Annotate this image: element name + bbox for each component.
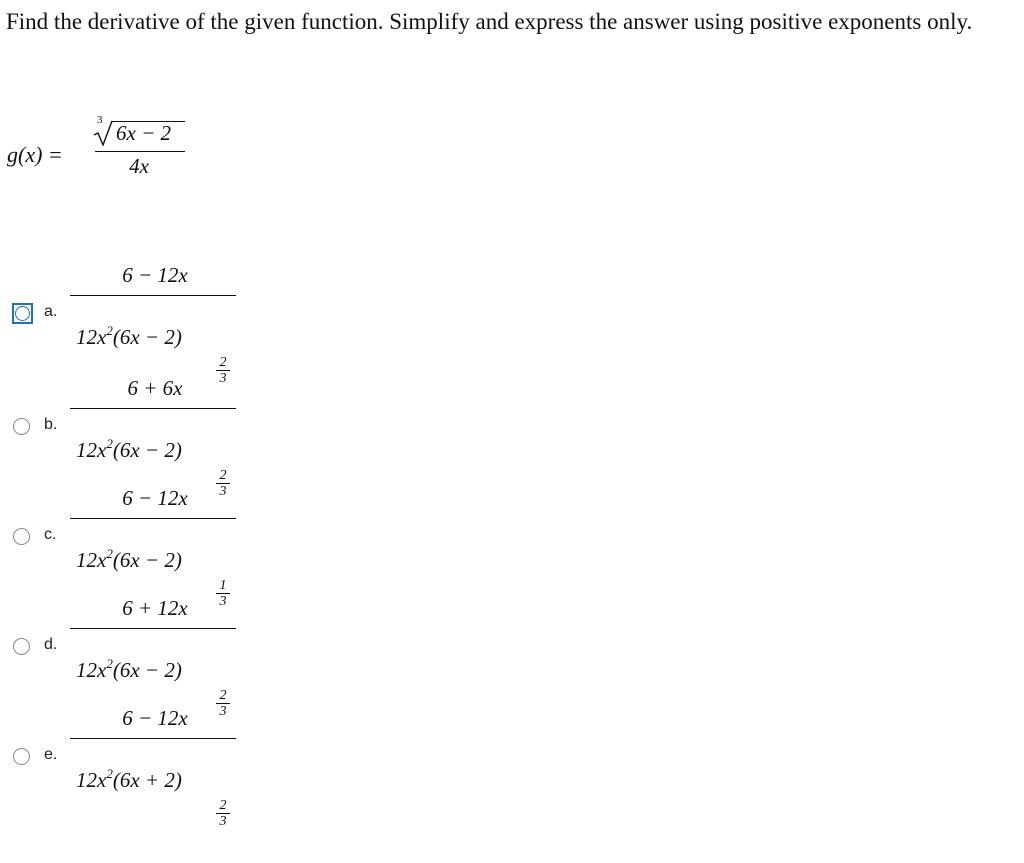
denom-base: 12x bbox=[76, 438, 107, 462]
option-letter: a. bbox=[44, 303, 58, 320]
radio-button[interactable] bbox=[12, 303, 33, 324]
option-numerator: 6 − 12x bbox=[122, 486, 188, 510]
denom-power: 2 bbox=[106, 766, 113, 781]
exponent-numerator: 1 bbox=[216, 578, 230, 594]
fraction-bar bbox=[95, 151, 185, 152]
option-numerator: 6 + 6x bbox=[127, 376, 183, 400]
option-fraction-bar bbox=[70, 408, 236, 409]
option-fraction-bar bbox=[70, 518, 236, 519]
option-numerator: 6 + 12x bbox=[122, 596, 188, 620]
option-numerator: 6 − 12x bbox=[122, 263, 188, 287]
answer-option[interactable] bbox=[0, 263, 400, 386]
option-letter: d. bbox=[44, 636, 58, 653]
question-prompt: Find the derivative of the given function. Simplify and express the answer using positive exponents only. bbox=[6, 9, 973, 34]
cube-root bbox=[89, 116, 189, 148]
denom-paren: (6x − 2) bbox=[112, 658, 182, 682]
exponent-numerator: 2 bbox=[216, 355, 230, 371]
denom-paren: (6x − 2) bbox=[112, 548, 182, 572]
option-fraction-bar bbox=[70, 628, 236, 629]
denom-power: 2 bbox=[106, 656, 113, 671]
function-denominator: 4x bbox=[129, 154, 149, 178]
radio-button[interactable] bbox=[13, 528, 30, 545]
option-fraction-bar bbox=[70, 738, 236, 739]
option-letter: e. bbox=[44, 746, 58, 763]
exponent-denominator: 3 bbox=[219, 704, 227, 719]
radio-button[interactable] bbox=[13, 638, 30, 655]
option-numerator: 6 − 12x bbox=[122, 706, 188, 730]
denom-power: 2 bbox=[106, 323, 113, 338]
denom-base: 12x bbox=[76, 548, 107, 572]
denom-base: 12x bbox=[76, 768, 107, 792]
root-index: 3 bbox=[97, 114, 103, 126]
denom-base: 12x bbox=[76, 325, 107, 349]
denom-power: 2 bbox=[106, 436, 113, 451]
exponent-denominator: 3 bbox=[219, 484, 227, 499]
denom-paren: (6x + 2) bbox=[112, 768, 182, 792]
exponent-denominator: 3 bbox=[219, 594, 227, 609]
denom-paren: (6x − 2) bbox=[112, 325, 182, 349]
option-denominator bbox=[76, 323, 227, 386]
exponent-denominator: 3 bbox=[219, 814, 227, 829]
option-denominator bbox=[76, 766, 227, 829]
answer-option[interactable] bbox=[0, 486, 400, 609]
exponent-numerator: 2 bbox=[216, 798, 230, 814]
function-lhs: g(x) = bbox=[7, 142, 63, 167]
option-letter: c. bbox=[44, 526, 57, 543]
option-letter: b. bbox=[44, 416, 58, 433]
radio-button[interactable] bbox=[13, 418, 30, 435]
exponent-fraction bbox=[216, 798, 230, 829]
exponent-numerator: 2 bbox=[216, 688, 230, 704]
exponent-numerator: 2 bbox=[216, 468, 230, 484]
radical-sign-icon bbox=[93, 120, 113, 146]
denom-power: 2 bbox=[106, 546, 113, 561]
radicand: 6x − 2 bbox=[116, 121, 171, 145]
answer-option[interactable] bbox=[0, 596, 400, 719]
answer-option[interactable] bbox=[0, 706, 400, 829]
exponent-denominator: 3 bbox=[219, 371, 227, 386]
option-fraction-bar bbox=[70, 295, 236, 296]
radio-button[interactable] bbox=[13, 748, 30, 765]
denom-paren: (6x − 2) bbox=[112, 438, 182, 462]
denom-base: 12x bbox=[76, 658, 107, 682]
